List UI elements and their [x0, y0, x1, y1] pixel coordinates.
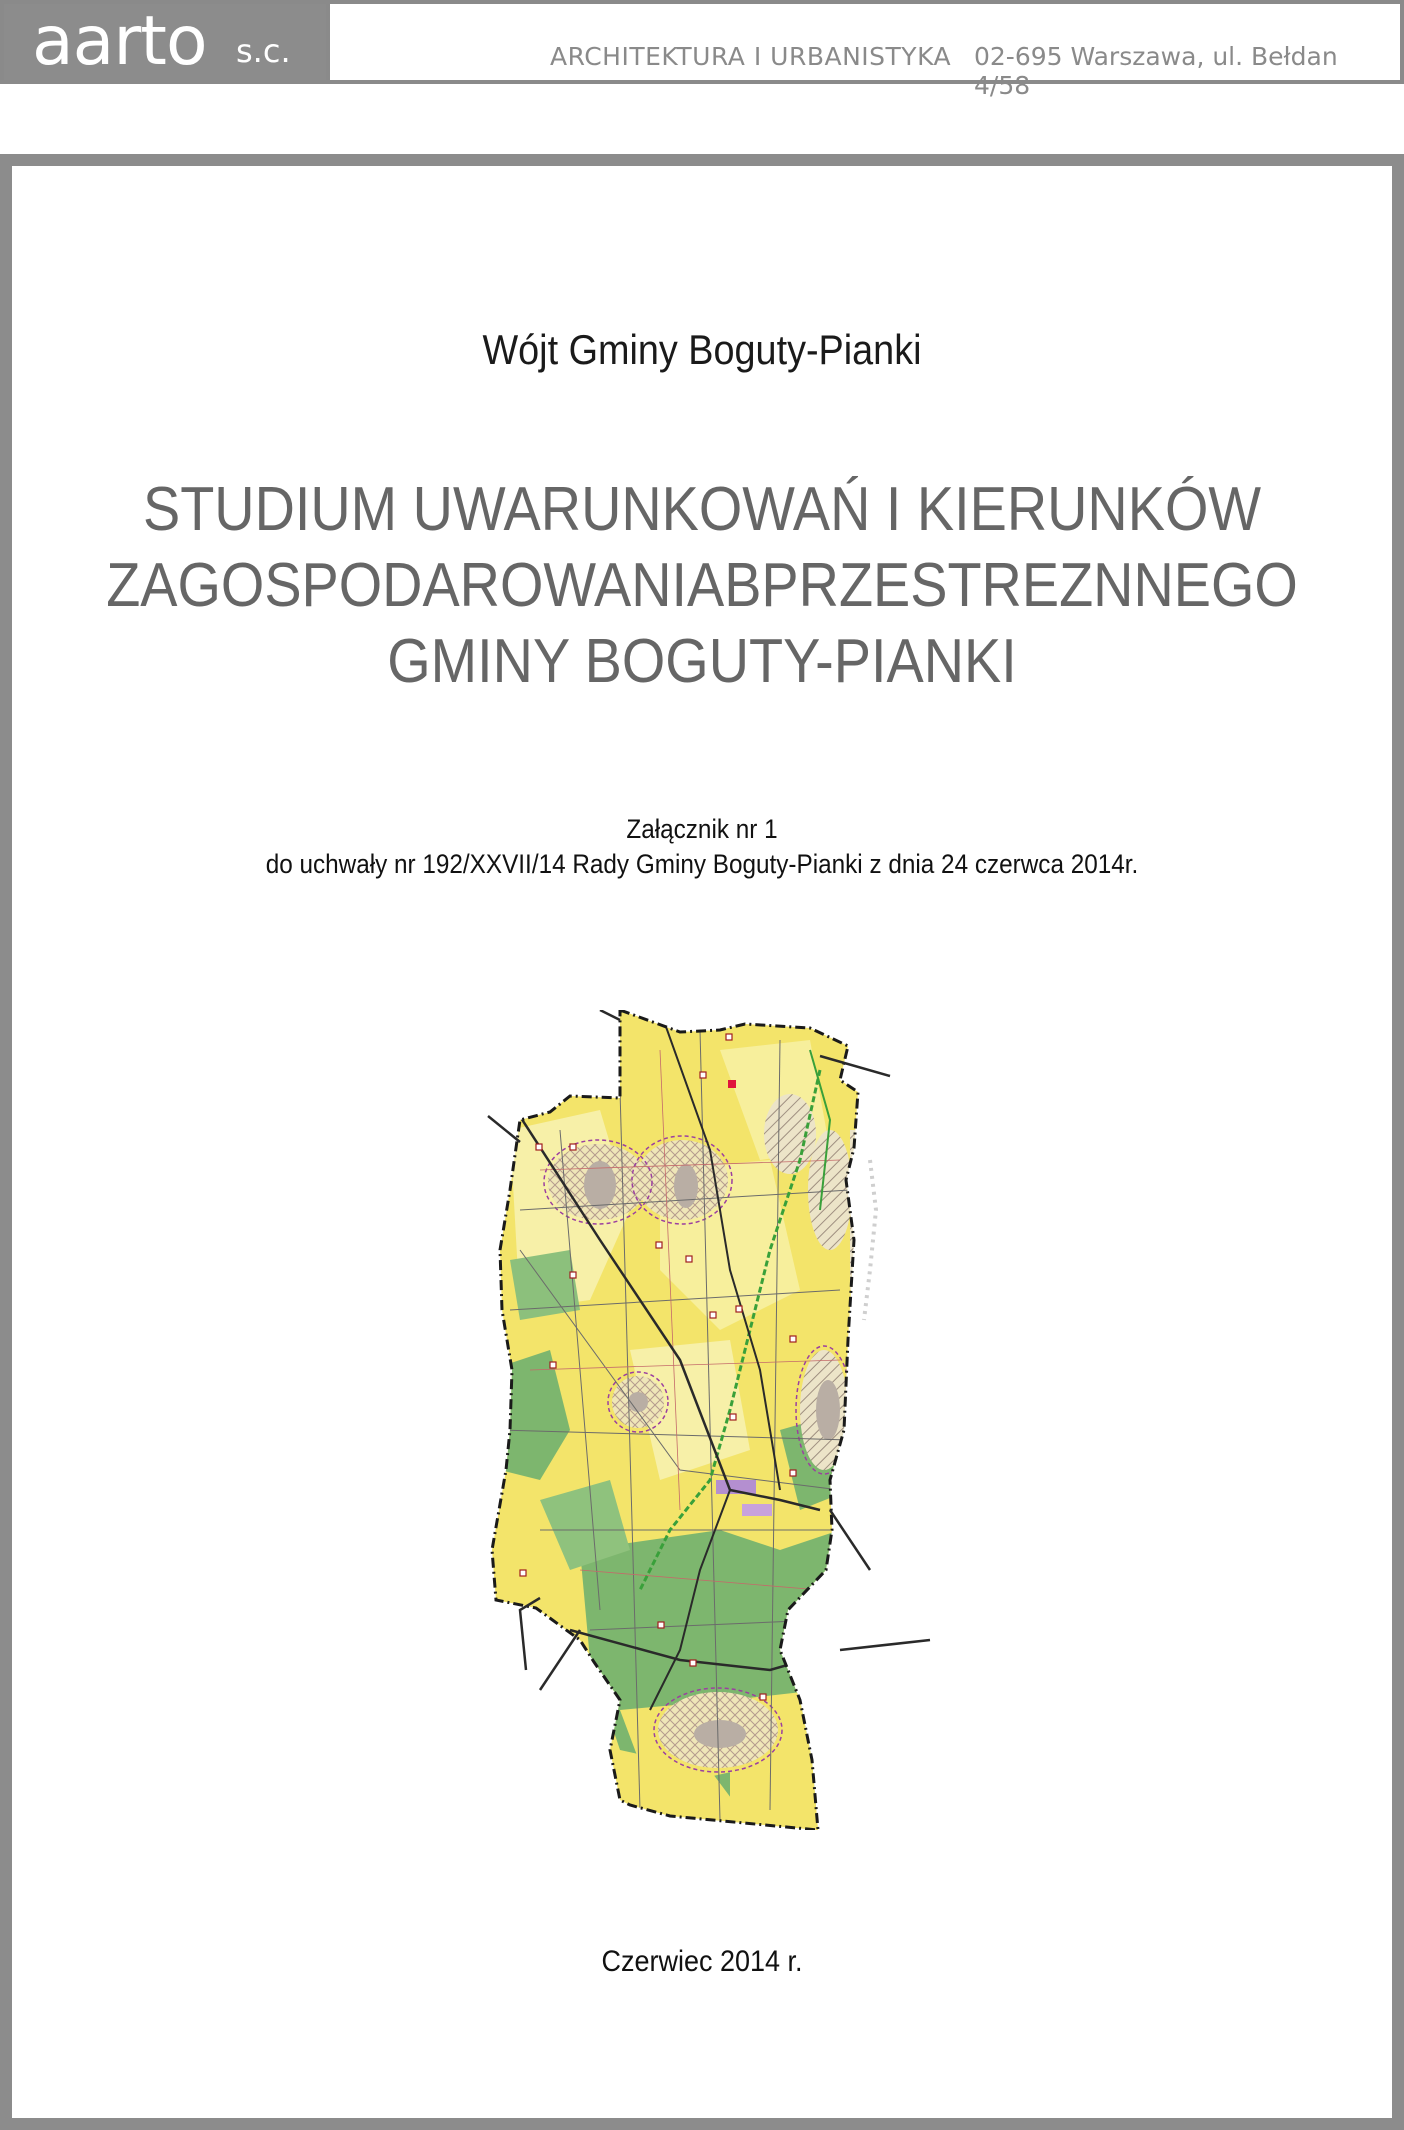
title-line-3: GMINY BOGUTY-PIANKI [387, 627, 1017, 696]
municipality-map [480, 1010, 960, 1830]
document-author: Wójt Gminy Boguty-Pianki [482, 326, 922, 373]
company-tagline: ARCHITEKTURA I URBANISTYKA [550, 42, 952, 71]
logo-suffix: s.c. [236, 32, 291, 70]
municipality-map-graphic [480, 1010, 960, 1830]
logo-wordmark: aarto [32, 2, 207, 81]
annex-number: Załącznik nr 1 [626, 814, 778, 844]
title-line-1: STUDIUM UWARUNKOWAŃ I KIERUNKÓW [142, 475, 1262, 544]
document-title [70, 472, 1334, 700]
document-date: Czerwiec 2014 r. [601, 1945, 803, 1978]
company-address: 02-695 Warszawa, ul. Bełdan 4/58 [974, 42, 1338, 100]
annex-resolution: do uchwały nr 192/XXVII/14 Rady Gminy Boguty-Pianki z dnia 24 czerwca 2014r. [265, 849, 1139, 879]
header-divider [326, 4, 330, 80]
company-logo [4, 4, 326, 80]
title-line-2: ZAGOSPODAROWANIABPRZESTREZNNEGO [106, 551, 1298, 620]
annex-note [70, 812, 1334, 882]
letterhead-banner [0, 0, 1404, 100]
